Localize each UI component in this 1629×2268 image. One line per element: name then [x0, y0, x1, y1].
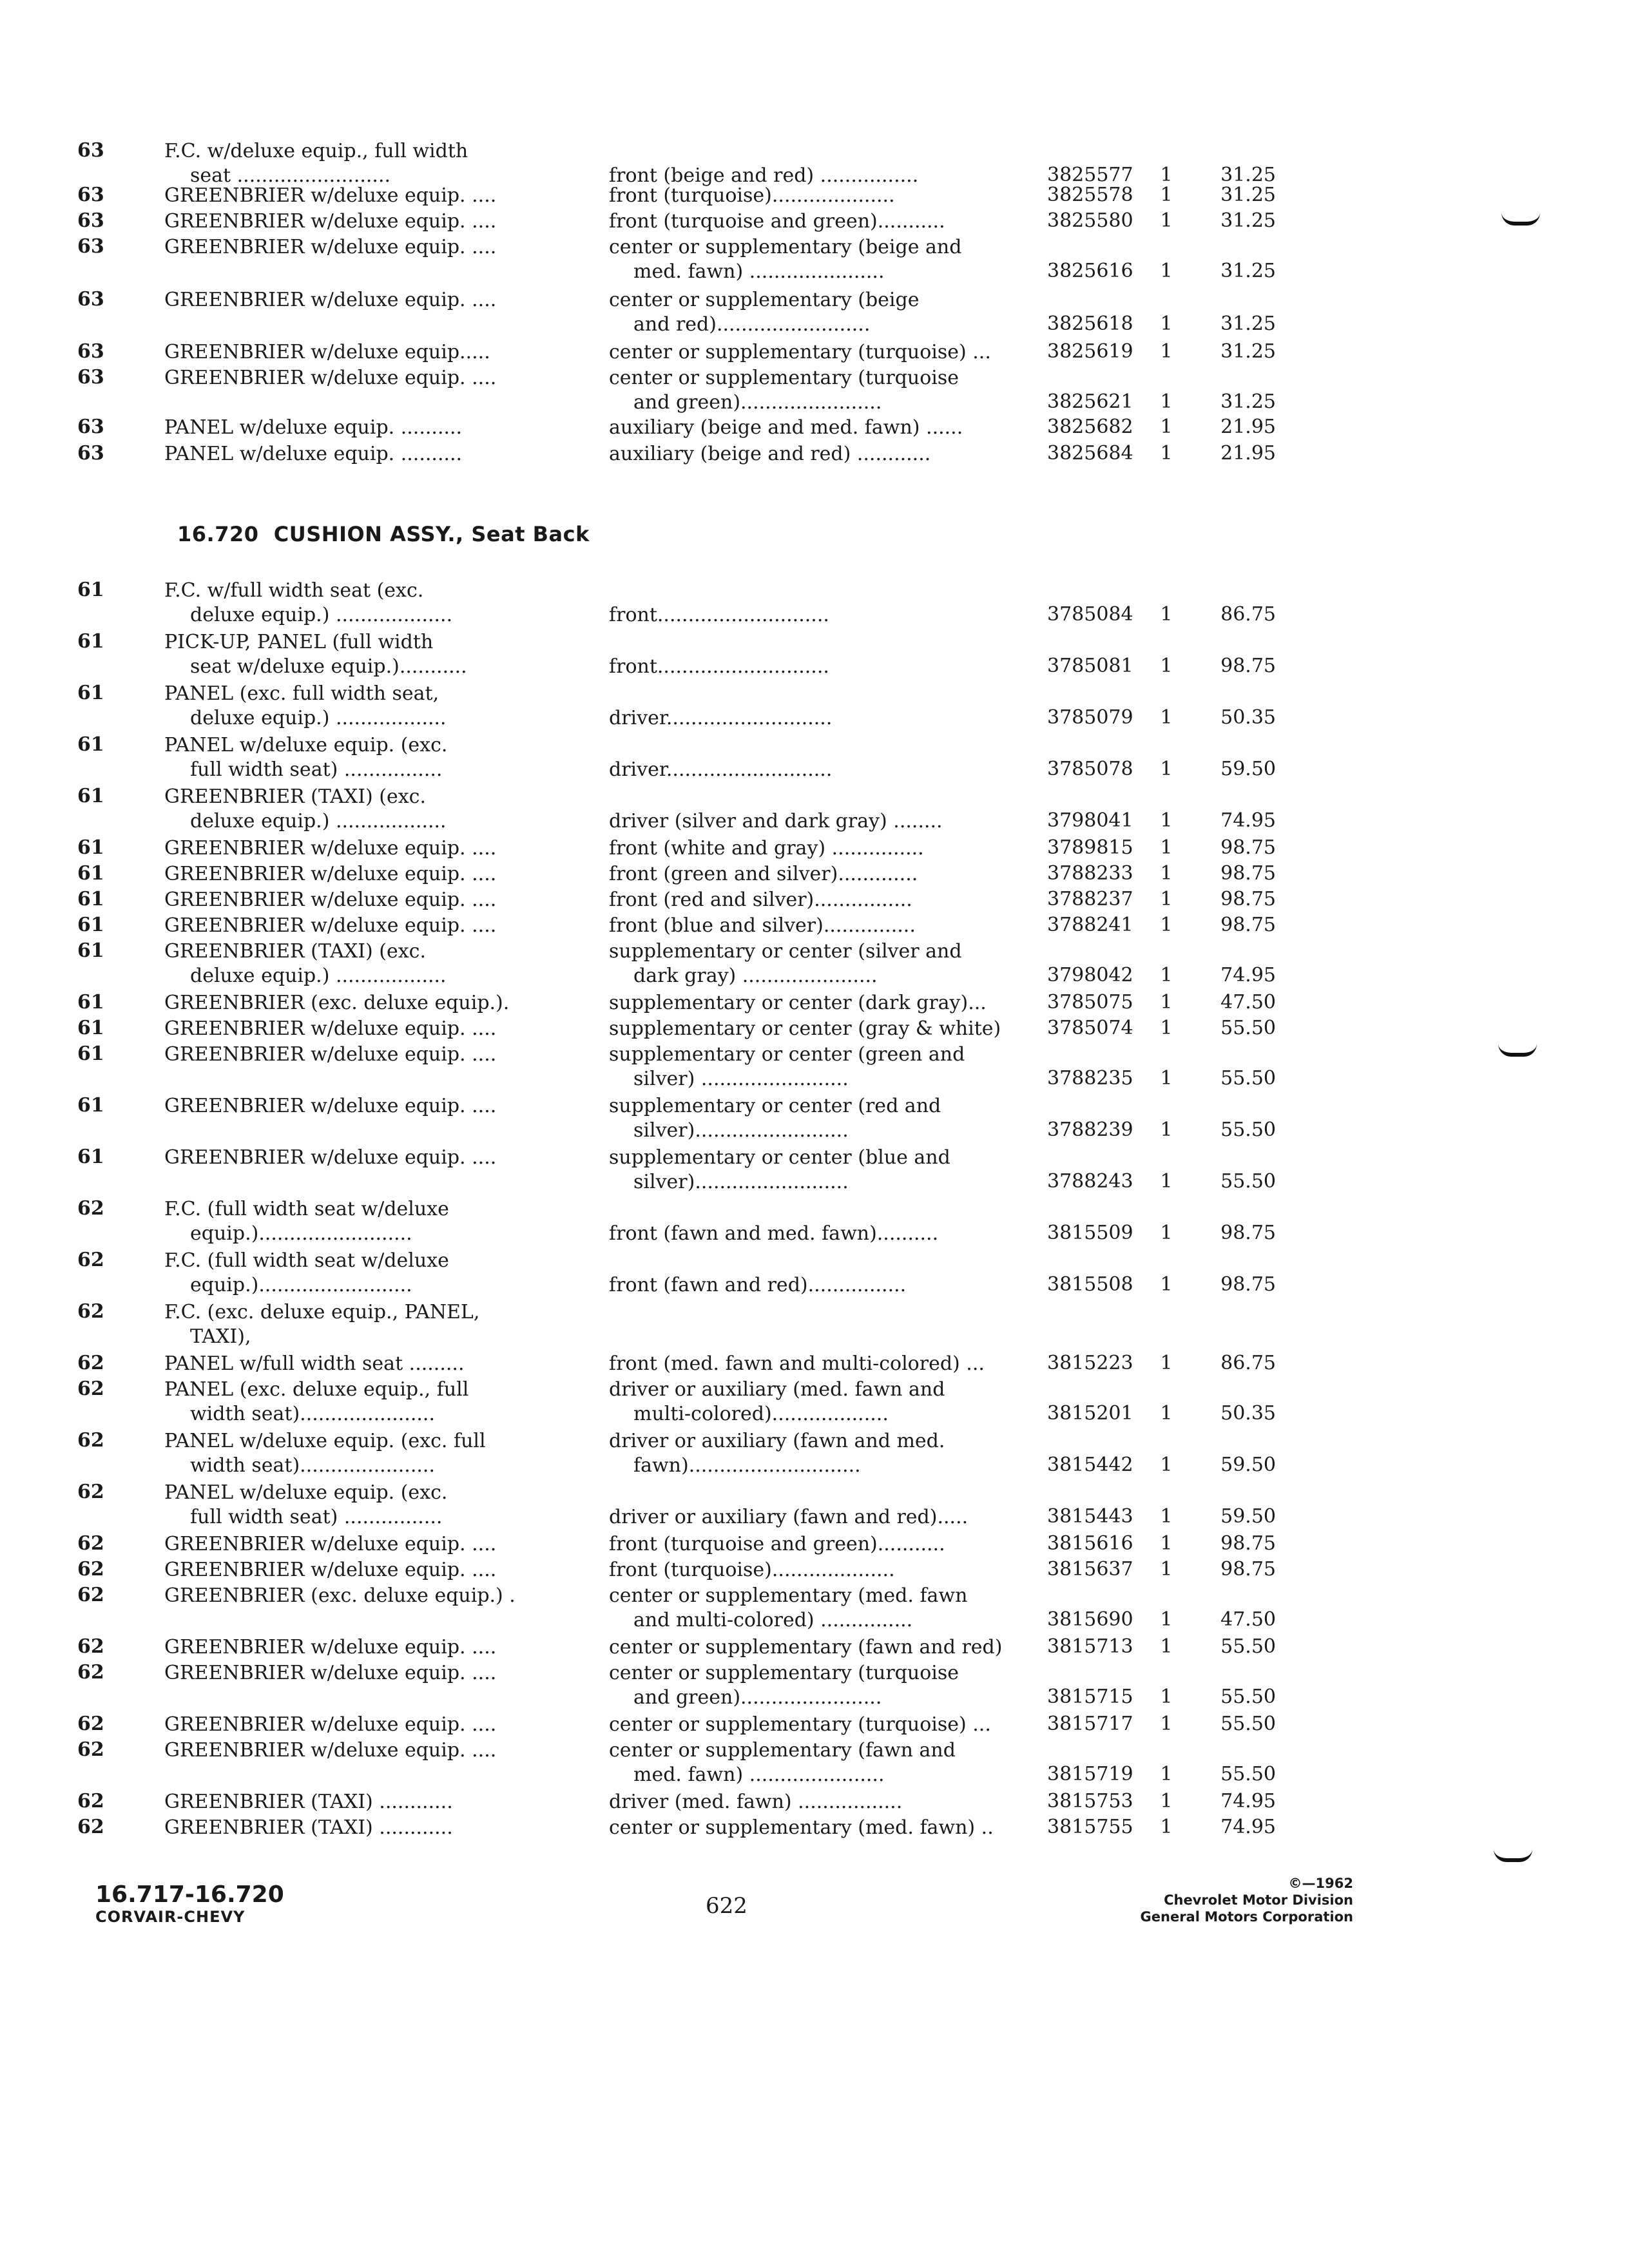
description-cell: auxiliary (beige and red) ............: [609, 443, 931, 465]
part-number-cell: 3815201: [1047, 1402, 1133, 1425]
price-cell: 59.50: [1220, 758, 1276, 780]
quantity-cell: 1: [1160, 1222, 1173, 1244]
application-cell: GREENBRIER w/deluxe equip. ....: [164, 1636, 497, 1658]
description-cell: front (white and gray) ...............: [609, 837, 924, 860]
quantity-cell: 1: [1160, 1558, 1173, 1581]
part-number-cell: 3825619: [1047, 340, 1133, 363]
margin-mark: [1494, 1849, 1532, 1862]
application-cell: GREENBRIER (exc. deluxe equip.).: [164, 992, 510, 1014]
year-cell: 62: [77, 1249, 104, 1271]
year-cell: 62: [77, 1661, 104, 1684]
quantity-cell: 1: [1160, 1635, 1173, 1658]
footer-range: 16.717-16.720: [95, 1881, 284, 1908]
quantity-cell: 1: [1160, 809, 1173, 832]
price-cell: 98.75: [1220, 1532, 1276, 1555]
application-cell: seat .........................: [190, 164, 391, 187]
application-cell: deluxe equip.) ..................: [190, 810, 447, 832]
year-cell: 62: [77, 1790, 104, 1812]
description-cell: driver (silver and dark gray) ........: [609, 810, 943, 832]
application-cell: GREENBRIER (exc. deluxe equip.) .: [164, 1584, 516, 1607]
application-cell: deluxe equip.) ..................: [190, 707, 447, 729]
price-cell: 31.25: [1220, 164, 1276, 186]
part-number-cell: 3785074: [1047, 1017, 1133, 1039]
price-cell: 74.95: [1220, 1816, 1276, 1838]
part-number-cell: 3815717: [1047, 1713, 1133, 1735]
description-cell: supplementary or center (silver and: [609, 940, 962, 963]
section-title: CUSHION ASSY., Seat Back: [273, 522, 590, 546]
quantity-cell: 1: [1160, 442, 1173, 465]
application-cell: GREENBRIER w/deluxe equip. ....: [164, 1017, 497, 1040]
part-number-cell: 3825580: [1047, 209, 1133, 232]
description-cell: center or supplementary (turquoise) ...: [609, 1713, 991, 1736]
quantity-cell: 1: [1160, 888, 1173, 910]
year-cell: 62: [77, 1816, 104, 1838]
description-cell: and green).......................: [633, 391, 882, 414]
price-cell: 86.75: [1220, 1352, 1276, 1374]
part-number-cell: 3825577: [1047, 164, 1133, 186]
application-cell: PANEL (exc. deluxe equip., full: [164, 1378, 469, 1401]
part-number-cell: 3788233: [1047, 862, 1133, 885]
part-number-cell: 3788235: [1047, 1067, 1133, 1090]
quantity-cell: 1: [1160, 209, 1173, 232]
description-cell: front (fawn and red)................: [609, 1274, 907, 1296]
part-number-cell: 3785081: [1047, 655, 1133, 677]
application-cell: F.C. w/full width seat (exc.: [164, 579, 424, 602]
description-cell: auxiliary (beige and med. fawn) ......: [609, 416, 963, 439]
application-cell: full width seat) ................: [190, 758, 443, 781]
part-number-cell: 3815690: [1047, 1608, 1133, 1631]
application-cell: GREENBRIER (TAXI) ............: [164, 1816, 453, 1839]
quantity-cell: 1: [1160, 1454, 1173, 1476]
part-number-cell: 3825578: [1047, 184, 1133, 206]
part-number-cell: 3815442: [1047, 1454, 1133, 1476]
quantity-cell: 1: [1160, 1170, 1173, 1193]
description-cell: supplementary or center (gray & white): [609, 1017, 1001, 1040]
part-number-cell: 3815719: [1047, 1763, 1133, 1785]
price-cell: 31.25: [1220, 340, 1276, 363]
price-cell: 47.50: [1220, 1608, 1276, 1631]
quantity-cell: 1: [1160, 164, 1173, 186]
year-cell: 63: [77, 442, 104, 465]
price-cell: 74.95: [1220, 1790, 1276, 1812]
price-cell: 55.50: [1220, 1635, 1276, 1658]
description-cell: front (med. fawn and multi-colored) ...: [609, 1352, 985, 1375]
quantity-cell: 1: [1160, 706, 1173, 729]
year-cell: 61: [77, 579, 104, 601]
year-cell: 61: [77, 1017, 104, 1039]
footer-right: [1095, 1875, 1353, 1925]
price-cell: 98.75: [1220, 1558, 1276, 1581]
application-cell: PANEL w/deluxe equip. (exc. full: [164, 1430, 486, 1452]
part-number-cell: 3815715: [1047, 1686, 1133, 1708]
year-cell: 61: [77, 630, 104, 653]
year-cell: 61: [77, 991, 104, 1014]
year-cell: 61: [77, 785, 104, 807]
quantity-cell: 1: [1160, 1352, 1173, 1374]
quantity-cell: 1: [1160, 1017, 1173, 1039]
description-cell: front (turquoise)....................: [609, 1559, 895, 1581]
application-cell: GREENBRIER (TAXI) (exc.: [164, 940, 427, 963]
part-number-cell: 3785075: [1047, 991, 1133, 1014]
price-cell: 74.95: [1220, 809, 1276, 832]
quantity-cell: 1: [1160, 603, 1173, 626]
quantity-cell: 1: [1160, 184, 1173, 206]
application-cell: GREENBRIER w/deluxe equip. ....: [164, 837, 497, 860]
description-cell: center or supplementary (turquoise: [609, 367, 959, 389]
year-cell: 63: [77, 416, 104, 438]
quantity-cell: 1: [1160, 1713, 1173, 1735]
application-cell: GREENBRIER w/deluxe equip. ....: [164, 289, 497, 311]
year-cell: 61: [77, 1146, 104, 1168]
application-cell: seat w/deluxe equip.)...........: [190, 655, 467, 678]
application-cell: TAXI),: [190, 1325, 251, 1348]
application-cell: PANEL (exc. full width seat,: [164, 682, 439, 705]
description-cell: front (red and silver)................: [609, 889, 912, 911]
quantity-cell: 1: [1160, 758, 1173, 780]
application-cell: PANEL w/deluxe equip. ..........: [164, 416, 463, 439]
price-cell: 55.50: [1220, 1017, 1276, 1039]
year-cell: 61: [77, 836, 104, 859]
quantity-cell: 1: [1160, 1686, 1173, 1708]
description-cell: center or supplementary (med. fawn) ..: [609, 1816, 994, 1839]
application-cell: GREENBRIER (TAXI) ............: [164, 1791, 453, 1813]
application-cell: PANEL w/deluxe equip. ..........: [164, 443, 463, 465]
description-cell: center or supplementary (turquoise) ...: [609, 341, 991, 363]
part-number-cell: 3815509: [1047, 1222, 1133, 1244]
part-number-cell: 3785084: [1047, 603, 1133, 626]
part-number-cell: 3815223: [1047, 1352, 1133, 1374]
section-heading: [177, 522, 590, 546]
quantity-cell: 1: [1160, 1763, 1173, 1785]
description-cell: driver (med. fawn) .................: [609, 1791, 903, 1813]
description-cell: and red).........................: [633, 313, 871, 336]
description-cell: center or supplementary (beige: [609, 289, 920, 311]
description-cell: multi-colored)...................: [633, 1403, 889, 1425]
year-cell: 61: [77, 1094, 104, 1117]
year-cell: 63: [77, 235, 104, 258]
year-cell: 61: [77, 939, 104, 962]
description-cell: supplementary or center (red and: [609, 1095, 941, 1117]
application-cell: F.C. w/deluxe equip., full width: [164, 140, 468, 162]
part-number-cell: 3815753: [1047, 1790, 1133, 1812]
application-cell: width seat)......................: [190, 1403, 435, 1425]
application-cell: PANEL w/deluxe equip. (exc.: [164, 734, 448, 756]
description-cell: driver or auxiliary (fawn and med.: [609, 1430, 945, 1452]
application-cell: full width seat) ................: [190, 1506, 443, 1528]
year-cell: 62: [77, 1558, 104, 1581]
price-cell: 31.25: [1220, 390, 1276, 413]
quantity-cell: 1: [1160, 655, 1173, 677]
application-cell: GREENBRIER w/deluxe equip. ....: [164, 914, 497, 937]
application-cell: width seat)......................: [190, 1454, 435, 1477]
price-cell: 74.95: [1220, 964, 1276, 986]
margin-mark: [1501, 213, 1540, 226]
price-cell: 55.50: [1220, 1067, 1276, 1090]
application-cell: GREENBRIER w/deluxe equip. ....: [164, 1662, 497, 1684]
section-number: 16.720: [177, 522, 259, 546]
part-number-cell: 3815637: [1047, 1558, 1133, 1581]
application-cell: equip.).........................: [190, 1274, 412, 1296]
year-cell: 63: [77, 139, 104, 162]
description-cell: driver...........................: [609, 707, 833, 729]
description-cell: and multi-colored) ...............: [633, 1609, 913, 1631]
description-cell: center or supplementary (fawn and: [609, 1739, 956, 1762]
price-cell: 59.50: [1220, 1454, 1276, 1476]
price-cell: 21.95: [1220, 416, 1276, 438]
year-cell: 63: [77, 209, 104, 232]
quantity-cell: 1: [1160, 1532, 1173, 1555]
application-cell: GREENBRIER w/deluxe equip. ....: [164, 1713, 497, 1736]
quantity-cell: 1: [1160, 312, 1173, 335]
quantity-cell: 1: [1160, 964, 1173, 986]
description-cell: silver).........................: [633, 1171, 849, 1193]
application-cell: GREENBRIER w/deluxe equip. ....: [164, 236, 497, 258]
year-cell: 62: [77, 1532, 104, 1555]
price-cell: 31.25: [1220, 260, 1276, 282]
application-cell: GREENBRIER w/deluxe equip. ....: [164, 210, 497, 233]
price-cell: 98.75: [1220, 914, 1276, 936]
part-number-cell: 3825682: [1047, 416, 1133, 438]
application-cell: F.C. (full width seat w/deluxe: [164, 1198, 449, 1220]
description-cell: fawn)............................: [633, 1454, 861, 1477]
description-cell: med. fawn) ......................: [633, 260, 885, 283]
quantity-cell: 1: [1160, 1608, 1173, 1631]
description-cell: supplementary or center (blue and: [609, 1146, 950, 1169]
quantity-cell: 1: [1160, 1067, 1173, 1090]
application-cell: GREENBRIER w/deluxe equip.....: [164, 341, 490, 363]
division: Chevrolet Motor Division: [1164, 1892, 1353, 1908]
description-cell: front (turquoise)....................: [609, 184, 895, 207]
year-cell: 62: [77, 1635, 104, 1658]
application-cell: GREENBRIER w/deluxe equip. ....: [164, 889, 497, 911]
part-number-cell: 3788243: [1047, 1170, 1133, 1193]
part-number-cell: 3798041: [1047, 809, 1133, 832]
price-cell: 55.50: [1220, 1763, 1276, 1785]
price-cell: 50.35: [1220, 706, 1276, 729]
description-cell: driver or auxiliary (med. fawn and: [609, 1378, 945, 1401]
part-number-cell: 3788239: [1047, 1119, 1133, 1141]
part-number-cell: 3789815: [1047, 836, 1133, 859]
year-cell: 63: [77, 288, 104, 311]
quantity-cell: 1: [1160, 991, 1173, 1014]
description-cell: front (green and silver).............: [609, 863, 918, 885]
part-number-cell: 3785079: [1047, 706, 1133, 729]
part-number-cell: 3825621: [1047, 390, 1133, 413]
year-cell: 61: [77, 914, 104, 936]
application-cell: GREENBRIER w/deluxe equip. ....: [164, 1095, 497, 1117]
description-cell: and green).......................: [633, 1686, 882, 1709]
price-cell: 55.50: [1220, 1686, 1276, 1708]
year-cell: 61: [77, 888, 104, 910]
year-cell: 62: [77, 1300, 104, 1323]
description-cell: front (blue and silver)...............: [609, 914, 916, 937]
quantity-cell: 1: [1160, 390, 1173, 413]
application-cell: GREENBRIER w/deluxe equip. ....: [164, 1043, 497, 1066]
part-number-cell: 3798042: [1047, 964, 1133, 986]
year-cell: 63: [77, 184, 104, 206]
part-number-cell: 3815616: [1047, 1532, 1133, 1555]
price-cell: 55.50: [1220, 1119, 1276, 1141]
description-cell: silver).........................: [633, 1119, 849, 1142]
price-cell: 21.95: [1220, 442, 1276, 465]
description-cell: dark gray) ......................: [633, 965, 878, 987]
year-cell: 61: [77, 1043, 104, 1065]
application-cell: GREENBRIER w/deluxe equip. ....: [164, 367, 497, 389]
page-number: 622: [706, 1893, 747, 1919]
year-cell: 63: [77, 366, 104, 389]
copyright: ©—1962: [1288, 1876, 1353, 1891]
price-cell: 59.50: [1220, 1505, 1276, 1528]
part-number-cell: 3825618: [1047, 312, 1133, 335]
year-cell: 62: [77, 1352, 104, 1374]
part-number-cell: 3815508: [1047, 1273, 1133, 1296]
footer-left: [95, 1881, 284, 1926]
quantity-cell: 1: [1160, 1402, 1173, 1425]
quantity-cell: 1: [1160, 340, 1173, 363]
quantity-cell: 1: [1160, 416, 1173, 438]
description-cell: front (fawn and med. fawn)..........: [609, 1222, 939, 1245]
description-cell: driver or auxiliary (fawn and red).....: [609, 1506, 969, 1528]
quantity-cell: 1: [1160, 914, 1173, 936]
year-cell: 63: [77, 340, 104, 363]
year-cell: 61: [77, 862, 104, 885]
description-cell: med. fawn) ......................: [633, 1763, 885, 1786]
price-cell: 50.35: [1220, 1402, 1276, 1425]
description-cell: supplementary or center (green and: [609, 1043, 965, 1066]
year-cell: 61: [77, 733, 104, 756]
part-number-cell: 3815713: [1047, 1635, 1133, 1658]
application-cell: GREENBRIER w/deluxe equip. ....: [164, 1146, 497, 1169]
price-cell: 98.75: [1220, 1222, 1276, 1244]
price-cell: 98.75: [1220, 888, 1276, 910]
quantity-cell: 1: [1160, 260, 1173, 282]
description-cell: supplementary or center (dark gray)...: [609, 992, 987, 1014]
description-cell: front (beige and red) ................: [609, 164, 919, 187]
year-cell: 62: [77, 1481, 104, 1503]
price-cell: 47.50: [1220, 991, 1276, 1014]
quantity-cell: 1: [1160, 1273, 1173, 1296]
description-cell: front (turquoise and green)...........: [609, 210, 945, 233]
corporation: General Motors Corporation: [1140, 1909, 1353, 1925]
description-cell: center or supplementary (med. fawn: [609, 1584, 968, 1607]
price-cell: 98.75: [1220, 862, 1276, 885]
price-cell: 31.25: [1220, 209, 1276, 232]
price-cell: 55.50: [1220, 1170, 1276, 1193]
price-cell: 55.50: [1220, 1713, 1276, 1735]
year-cell: 62: [77, 1713, 104, 1735]
part-number-cell: 3788241: [1047, 914, 1133, 936]
description-cell: front............................: [609, 604, 829, 626]
year-cell: 62: [77, 1738, 104, 1761]
price-cell: 31.25: [1220, 312, 1276, 335]
application-cell: GREENBRIER w/deluxe equip. ....: [164, 1559, 497, 1581]
year-cell: 62: [77, 1584, 104, 1606]
description-cell: center or supplementary (fawn and red): [609, 1636, 1003, 1658]
application-cell: equip.).........................: [190, 1222, 412, 1245]
description-cell: silver) ........................: [633, 1068, 849, 1090]
application-cell: F.C. (exc. deluxe equip., PANEL,: [164, 1301, 480, 1323]
part-number-cell: 3815755: [1047, 1816, 1133, 1838]
description-cell: center or supplementary (turquoise: [609, 1662, 959, 1684]
application-cell: F.C. (full width seat w/deluxe: [164, 1249, 449, 1272]
application-cell: GREENBRIER w/deluxe equip. ....: [164, 1739, 497, 1762]
margin-mark: [1498, 1044, 1537, 1057]
part-number-cell: 3815443: [1047, 1505, 1133, 1528]
year-cell: 62: [77, 1429, 104, 1452]
quantity-cell: 1: [1160, 836, 1173, 859]
application-cell: GREENBRIER w/deluxe equip. ....: [164, 184, 497, 207]
footer-model: CORVAIR-CHEVY: [95, 1908, 246, 1926]
price-cell: 86.75: [1220, 603, 1276, 626]
description-cell: front............................: [609, 655, 829, 678]
year-cell: 61: [77, 682, 104, 704]
year-cell: 62: [77, 1197, 104, 1220]
application-cell: GREENBRIER w/deluxe equip. ....: [164, 1533, 497, 1555]
quantity-cell: 1: [1160, 1119, 1173, 1141]
application-cell: deluxe equip.) ..................: [190, 965, 447, 987]
year-cell: 62: [77, 1378, 104, 1400]
quantity-cell: 1: [1160, 862, 1173, 885]
application-cell: deluxe equip.) ...................: [190, 604, 453, 626]
price-cell: 98.75: [1220, 1273, 1276, 1296]
part-number-cell: 3788237: [1047, 888, 1133, 910]
application-cell: PANEL w/deluxe equip. (exc.: [164, 1481, 448, 1504]
quantity-cell: 1: [1160, 1790, 1173, 1812]
price-cell: 31.25: [1220, 184, 1276, 206]
application-cell: PICK-UP, PANEL (full width: [164, 631, 434, 653]
price-cell: 98.75: [1220, 655, 1276, 677]
description-cell: center or supplementary (beige and: [609, 236, 962, 258]
part-number-cell: 3825616: [1047, 260, 1133, 282]
quantity-cell: 1: [1160, 1505, 1173, 1528]
description-cell: driver...........................: [609, 758, 833, 781]
part-number-cell: 3825684: [1047, 442, 1133, 465]
description-cell: front (turquoise and green)...........: [609, 1533, 945, 1555]
application-cell: GREENBRIER w/deluxe equip. ....: [164, 863, 497, 885]
application-cell: PANEL w/full width seat .........: [164, 1352, 465, 1375]
part-number-cell: 3785078: [1047, 758, 1133, 780]
price-cell: 98.75: [1220, 836, 1276, 859]
quantity-cell: 1: [1160, 1816, 1173, 1838]
application-cell: GREENBRIER (TAXI) (exc.: [164, 785, 427, 808]
